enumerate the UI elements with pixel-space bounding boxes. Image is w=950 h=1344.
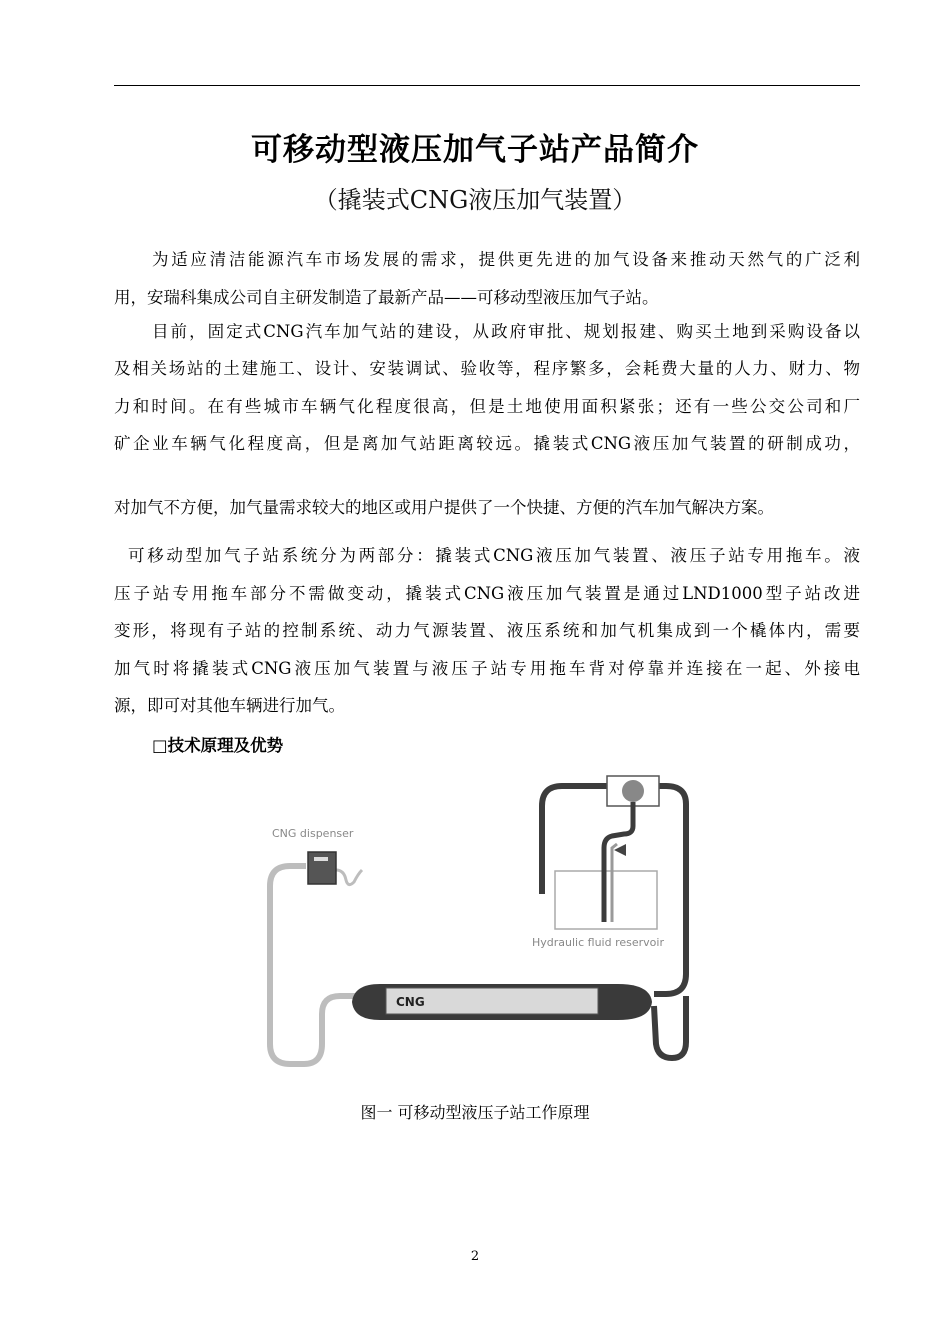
paragraph-1-line-1: 为适应清洁能源汽车市场发展的需求，提供更先进的加气设备来推动天然气的广泛利: [152, 250, 860, 269]
dispenser-hose: [270, 866, 356, 1064]
document-subtitle: （撬装式CNG液压加气装置）: [313, 186, 637, 214]
page-number: 2: [470, 1249, 480, 1264]
figure-caption: 图一 可移动型液压子站工作原理: [360, 1103, 590, 1122]
paragraph-3-line-5: 源，即可对其他车辆进行加气。: [114, 696, 345, 715]
paragraph-2-line-2: 及相关场站的土建施工、设计、安装调试、验收等，程序繁多，会耗费大量的人力、财力、物: [114, 359, 860, 378]
cng-dispenser-display: [314, 857, 328, 861]
paragraph-1-line-2: 用，安瑞科集成公司自主研发制造了最新产品——可移动型液压加气子站。: [114, 288, 659, 307]
paragraph-2-line-4: 矿企业车辆气化程度高，但是离加气站距离较远。撬装式CNG液压加气装置的研制成功，: [114, 434, 860, 453]
pump-icon: [622, 780, 644, 802]
dispenser-nozzle-hose: [336, 870, 362, 885]
paragraph-2-line-5: 对加气不方便，加气量需求较大的地区或用户提供了一个快捷、方便的汽车加气解决方案。: [114, 498, 774, 517]
document-title: 可移动型液压加气子站产品简介: [251, 132, 699, 168]
paragraph-2-line-3: 力和时间。在有些城市车辆气化程度很高，但是土地使用面积紧张；还有一些公交公司和厂: [114, 397, 860, 416]
working-principle-diagram: [262, 774, 702, 1074]
hydraulic-reservoir-label: Hydraulic fluid reservoir: [532, 936, 664, 949]
cng-dispenser-box: [308, 852, 336, 884]
cng-cylinder-label: CNG: [396, 995, 425, 1009]
paragraph-3-line-3: 变形，将现有子站的控制系统、动力气源装置、液压系统和加气机集成到一个橇体内，需要: [114, 621, 860, 640]
paragraph-3-line-1: 可移动型加气子站系统分为两部分：撬装式CNG液压加气装置、液压子站专用拖车。液: [128, 546, 860, 565]
hydraulic-line-return: [654, 996, 686, 1058]
cng-dispenser-label: CNG dispenser: [272, 827, 354, 840]
paragraph-3-line-2: 压子站专用拖车部分不需做变动，撬装式CNG液压加气装置是通过LND1000型子站改进: [114, 584, 860, 603]
section-heading: □技术原理及优势: [152, 736, 284, 755]
paragraph-3-line-4: 加气时将撬装式CNG液压加气装置与液压子站专用拖车背对停靠并连接在一起、外接电: [114, 659, 860, 678]
paragraph-2-line-1: 目前，固定式CNG汽车加气站的建设，从政府审批、规划报建、购买土地到采购设备以: [152, 322, 860, 341]
header-rule: [114, 85, 860, 86]
